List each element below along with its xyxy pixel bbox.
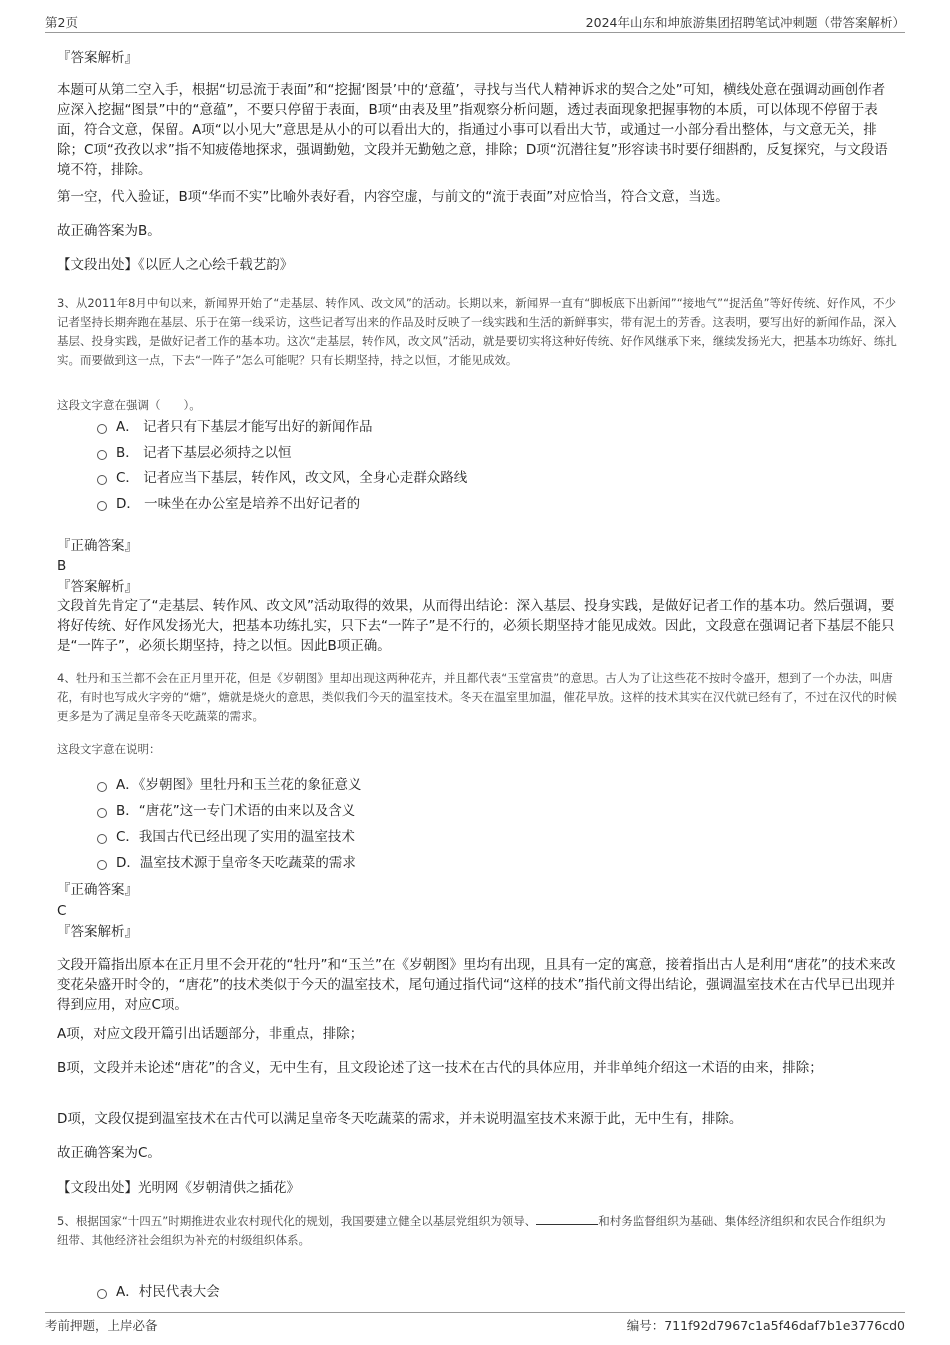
radio-icon[interactable] — [97, 1289, 107, 1299]
radio-icon[interactable] — [97, 501, 107, 511]
q4-stem: 4、牡丹和玉兰都不会在正月里开花，但是《岁朝图》里却出现这两种花卉，并且都代表“玉堂富贵”的意思。古人为了让这些花不按时令盛开，想到了一个办法，叫唐花，有时也写成火字旁的“煻”，煻就是烧火的意思，类似我们今天的温室技术。冬天在温室里加温，催花早放。这样的技术其实在汉代就已经有了，不过在汉代的时候更多是为了满足皇帝冬天吃蔬菜的需求。 — [57, 671, 897, 723]
radio-icon[interactable] — [97, 450, 107, 460]
page-footer — [45, 1312, 905, 1335]
q4-option-c[interactable]: C．我国古代已经出现了实用的温室技术 — [97, 826, 877, 848]
radio-icon[interactable] — [97, 808, 107, 818]
q3-option-b[interactable]: B． 记者下基层必须持之以恒 — [97, 442, 877, 464]
q5-option-a[interactable]: A．村民代表大会 — [97, 1281, 877, 1303]
q4-analysis-p1: 文段开篇指出原本在正月里不会开花的“牡丹”和“玉兰”在《岁朝图》里均有出现，且具有一定的寓意，接着指出古人是利用“唐花”的技术来改变花朵盛开时令的，“唐花”的技术类似于今天的温室技术，尾句通过指代词“这样的技术”指代前文得出结论，强调温室技术在古代早已出现并得到应用，对应C项。 — [57, 957, 896, 1013]
q4-option-a[interactable]: A．《岁朝图》里牡丹和玉兰花的象征意义 — [97, 774, 877, 796]
q3-option-a[interactable]: A． 记者只有下基层才能写出好的新闻作品 — [97, 416, 877, 438]
q4-source: 【文段出处】光明网《岁朝清供之插花》 — [57, 1180, 300, 1196]
radio-icon[interactable] — [97, 834, 107, 844]
q2-analysis-p3: 故正确答案为B。 — [57, 223, 161, 239]
q4-analysis-p4: D项，文段仅提到温室技术在古代可以满足皇帝冬天吃蔬菜的需求，并未说明温室技术来源于此，无中生有，排除。 — [57, 1111, 743, 1127]
radio-icon[interactable] — [97, 860, 107, 870]
q3-stem: 3、从2011年8月中旬以来，新闻界开始了“走基层、转作风、改文风”的活动。长期以来，新闻界一直有“脚板底下出新闻”“接地气”“捉活鱼”等好传统、好作风，不少记者坚持长期奔跑在基层、乐于在第一线采访，这些记者写出来的作品及时反映了一线实践和生活的新鲜事实，带有泥土的芳香。这表明，要写出好的新闻作品，深入基层、投身实践，是做好记者工作的基本功。这次“走基层，转作风，改文风”活动，就是要切实将这种好传统、好作风继承下来，继续发扬光大，把基本功练好、练扎实。而要做到这一点，下去“一阵子”怎么可能呢？只有长期坚持，持之以恒，才能见成效。 — [57, 296, 897, 367]
q4-question: 这段文字意在说明： — [57, 742, 161, 756]
q3-analysis-label: 『答案解析』 — [57, 579, 138, 595]
q4-option-d[interactable]: D．温室技术源于皇帝冬天吃蔬菜的需求 — [97, 852, 877, 874]
footer-slogan: 考前押题，上岸必备 — [45, 1318, 158, 1333]
q3-answer: B — [57, 558, 67, 574]
page-number: 第2页 — [45, 15, 78, 30]
q3-option-c[interactable]: C． 记者应当下基层，转作风，改文风，全身心走群众路线 — [97, 467, 877, 489]
q3-question: 这段文字意在强调（ ）。 — [57, 398, 201, 412]
q4-correct-label: 『正确答案』 — [57, 882, 138, 898]
q4-analysis-label: 『答案解析』 — [57, 924, 138, 940]
document-title: 2024年山东和坤旅游集团招聘笔试冲刺题（带答案解析） — [585, 15, 905, 30]
q2-analysis-p2: 第一空，代入验证，B项“华而不实”比喻外表好看，内容空虚，与前文的“流于表面”对应恰当，符合文意，当选。 — [57, 189, 729, 205]
document-id: 编号：711f92d7967c1a5f46daf7b1e3776cd0 — [626, 1318, 905, 1333]
q2-analysis-label: 『答案解析』 — [57, 50, 138, 66]
q4-analysis-p5: 故正确答案为C。 — [57, 1145, 161, 1161]
q4-analysis-p2: A项，对应文段开篇引出话题部分，非重点，排除； — [57, 1026, 364, 1042]
q4-option-b[interactable]: B．“唐花”这一专门术语的由来以及含义 — [97, 800, 877, 822]
q3-option-d[interactable]: D． 一味坐在办公室是培养不出好记者的 — [97, 493, 877, 515]
q4-analysis-p3: B项，文段并未论述“唐花”的含义，无中生有，且文段论述了这一技术在古代的具体应用，并非单纯介绍这一术语的由来，排除； — [57, 1060, 823, 1076]
page-header — [45, 10, 905, 33]
fill-blank — [536, 1212, 598, 1225]
radio-icon[interactable] — [97, 475, 107, 485]
q3-correct-label: 『正确答案』 — [57, 538, 138, 554]
q5-stem: 5、根据国家“十四五”时期推进农业农村现代化的规划，我国要建立健全以基层党组织为领导、 和村务监督组织为基础、集体经济组织和农民合作组织为纽带、其他经济社会组织为补充的村级组织体系。 — [57, 1214, 886, 1247]
q2-analysis-p1: 本题可从第二空入手，根据“切忌流于表面”和“挖掘‘图景’中的‘意蕴’，寻找与当代人精神诉求的契合之处”可知，横线处意在强调动画创作者应深入挖掘“图景”中的“意蕴”，不要只停留于表面，B项“由表及里”指观察分析问题，透过表面现象把握事物的本质，可以体现不停留于表面，符合文意，保留。A项“以小见大”意思是从小的可以看出大的，指通过小事可以看出大节，或通过一小部分看出整体，与文意无关，排除；C项“孜孜以求”指不知疲倦地探求，强调勤勉，文段并无勤勉之意，排除；D项“沉潜往复”形容读书时要仔细斟酌，反复探究，与文段语境不符，排除。 — [57, 82, 888, 178]
q2-source: 【文段出处】《以匠人之心绘千载艺韵》 — [57, 257, 294, 273]
radio-icon[interactable] — [97, 424, 107, 434]
q4-answer: C — [57, 903, 67, 919]
radio-icon[interactable] — [97, 782, 107, 792]
q3-analysis: 文段首先肯定了“走基层、转作风、改文风”活动取得的效果，从而得出结论：深入基层、投身实践，是做好记者工作的基本功。然后强调，要将好传统、好作风发扬光大，把基本功练扎实，只下去“一阵子”是不行的，必须长期坚持才能见成效。因此，文段意在强调记者下基层不能只是“一阵子”，必须长期坚持，持之以恒。因此B项正确。 — [57, 598, 895, 654]
